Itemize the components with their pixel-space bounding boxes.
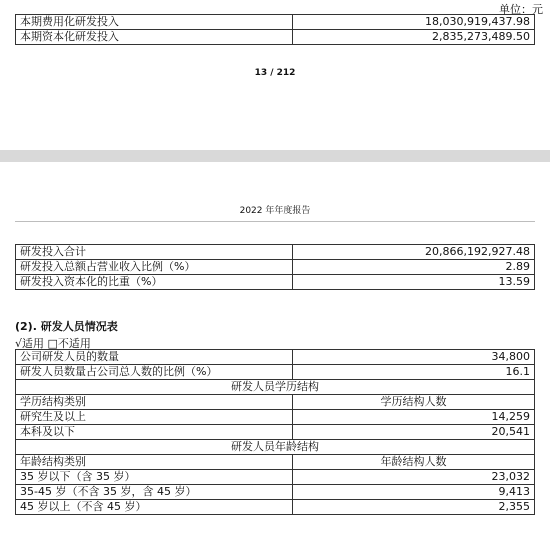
row-label: 本科及以下 [16, 425, 293, 440]
row-label: 公司研发人员的数量 [16, 350, 293, 365]
row-label: 45 岁以上（不含 45 岁） [16, 500, 293, 515]
option-not-applicable: 不适用 [57, 337, 91, 350]
row-value: 2,355 [293, 500, 535, 515]
unit-label: 单位：元 [499, 3, 543, 16]
table-row [16, 470, 535, 485]
table-row [16, 30, 535, 45]
row-value: 20,866,192,927.48 [293, 245, 535, 260]
table-row [16, 440, 535, 455]
table-row [16, 260, 535, 275]
rd-summary-table [15, 244, 535, 290]
row-label: 35-45 岁（不含 35 岁，含 45 岁） [16, 485, 293, 500]
table-row [16, 485, 535, 500]
row-label: 研究生及以上 [16, 410, 293, 425]
table-row [16, 365, 535, 380]
check-mark-icon: √ [15, 337, 23, 350]
expense-table [15, 14, 535, 45]
edu-heading: 研发人员学历结构 [16, 380, 535, 395]
section-title: (2). 研发人员情况表 [15, 320, 118, 333]
table-row [16, 15, 535, 30]
table-row [16, 410, 535, 425]
table-row [16, 350, 535, 365]
row-value: 20,541 [293, 425, 535, 440]
row-label: 研发投入总额占营业收入比例（%） [16, 260, 293, 275]
table-row [16, 455, 535, 470]
empty-checkbox-icon: □ [47, 337, 58, 350]
row-label: 本期费用化研发投入 [16, 15, 293, 30]
edu-col1-header: 学历结构类别 [16, 395, 293, 410]
row-value: 16.1 [293, 365, 535, 380]
row-label: 本期资本化研发投入 [16, 30, 293, 45]
report-header: 2022 年年度报告 [239, 206, 311, 216]
rd-staff-table [15, 349, 535, 515]
row-label: 研发投入合计 [16, 245, 293, 260]
table-row [16, 395, 535, 410]
option-applicable: 适用 [22, 337, 45, 350]
row-value: 13.59 [293, 275, 535, 290]
row-value: 2,835,273,489.50 [293, 30, 535, 45]
row-value: 34,800 [293, 350, 535, 365]
table-row [16, 245, 535, 260]
age-col1-header: 年龄结构类别 [16, 455, 293, 470]
row-value: 14,259 [293, 410, 535, 425]
row-label: 研发投入资本化的比重（%） [16, 275, 293, 290]
page-divider [0, 150, 550, 162]
table-row [16, 275, 535, 290]
row-value: 2.89 [293, 260, 535, 275]
row-label: 研发人员数量占公司总人数的比例（%） [16, 365, 293, 380]
table-row [16, 500, 535, 515]
row-value: 9,413 [293, 485, 535, 500]
page-number: 13 / 212 [254, 68, 296, 78]
age-heading: 研发人员年龄结构 [16, 440, 535, 455]
row-value: 23,032 [293, 470, 535, 485]
table-row [16, 380, 535, 395]
age-col2-header: 年龄结构人数 [293, 455, 535, 470]
header-rule [15, 221, 535, 222]
row-label: 35 岁以下（含 35 岁） [16, 470, 293, 485]
edu-col2-header: 学历结构人数 [293, 395, 535, 410]
row-value: 18,030,919,437.98 [293, 15, 535, 30]
table-row [16, 425, 535, 440]
